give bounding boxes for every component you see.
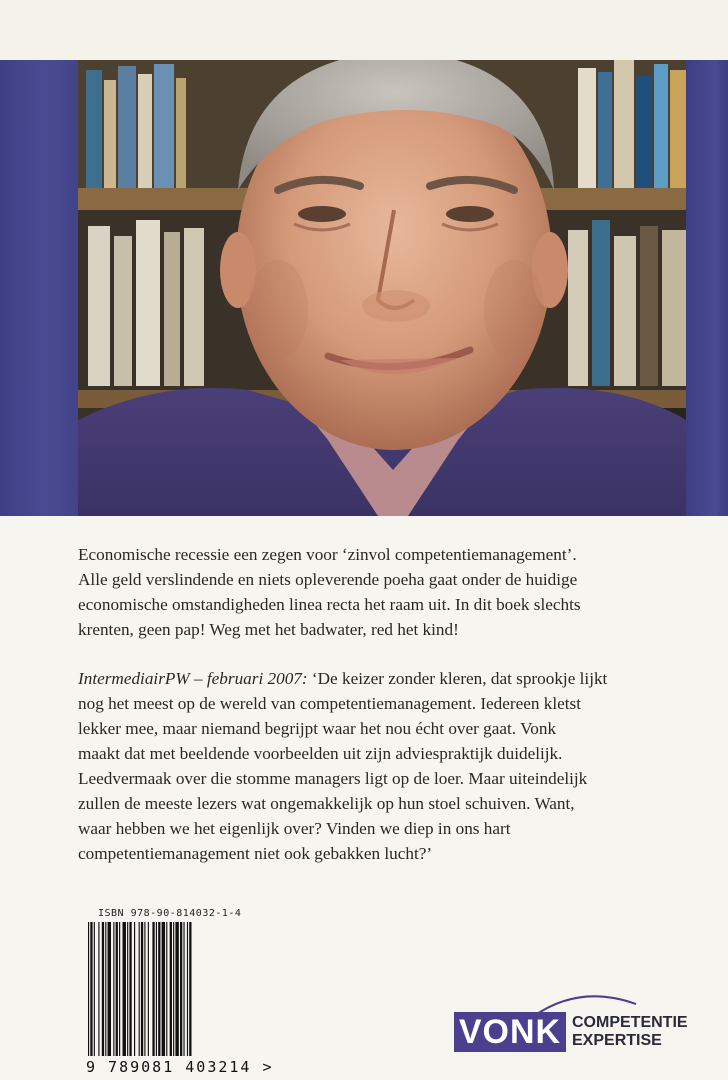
review-line: nog het meest op de wereld van competentiemanagement. Iedereen kletst: [78, 694, 582, 713]
review-line: waar hebben we het eigenlijk over? Vinden we diep in ons hart: [78, 819, 511, 838]
author-portrait-illustration: [78, 60, 686, 516]
review-line: lekker mee, maar niemand begrijpt waar het nou écht over gaat. Vonk: [78, 719, 557, 738]
barcode-digits: 9 789081 403214 >: [86, 1058, 274, 1076]
blurb-line: Economische recessie een zegen voor ‘zinvol competentiemanagement’.: [78, 545, 577, 564]
logo-wordmark: VONK: [454, 1012, 566, 1052]
review-first-line-rest: ‘De keizer zonder kleren, dat sprookje lijkt: [307, 669, 608, 688]
blurb-line: Alle geld verslindende en niets opleverende poeha gaat onder de huidige: [78, 570, 578, 589]
publisher-logo: [454, 990, 714, 1060]
review-line: maakt dat met beeldende voorbeelden uit zijn adviespraktijk duidelijk.: [78, 744, 563, 763]
back-cover-text: [78, 542, 698, 866]
logo-subtitle-line2: EXPERTISE: [572, 1032, 662, 1049]
review-line: zullen de meeste lezers wat ongemakkelijk op hun stoel schuiven. Want,: [78, 794, 575, 813]
barcode-bars: [84, 922, 244, 1058]
blurb-line: economische omstandigheden linea recta het raam uit. In dit boek slechts: [78, 595, 581, 614]
author-photo: [78, 60, 686, 516]
review-line: Leedvermaak over die stomme managers ligt op de loer. Maar uiteindelijk: [78, 769, 588, 788]
review-source: IntermediairPW – februari 2007:: [78, 669, 308, 688]
review-first-line: [78, 666, 698, 691]
review-quote: [78, 666, 698, 866]
isbn-label: ISBN 978-90-814032-1-4: [98, 908, 242, 919]
top-margin: [0, 0, 728, 60]
purple-band-left: [0, 60, 78, 516]
review-line: competentiemanagement niet ook gebakken lucht?’: [78, 844, 433, 863]
purple-band-right: [686, 60, 728, 516]
blurb-line: krenten, geen pap! Weg met het badwater, red het kind!: [78, 620, 459, 639]
blurb-paragraph: [78, 542, 698, 642]
logo-subtitle: [572, 1014, 688, 1050]
logo-subtitle-line1: COMPETENTIE: [572, 1014, 688, 1031]
isbn-barcode: [84, 908, 274, 1078]
